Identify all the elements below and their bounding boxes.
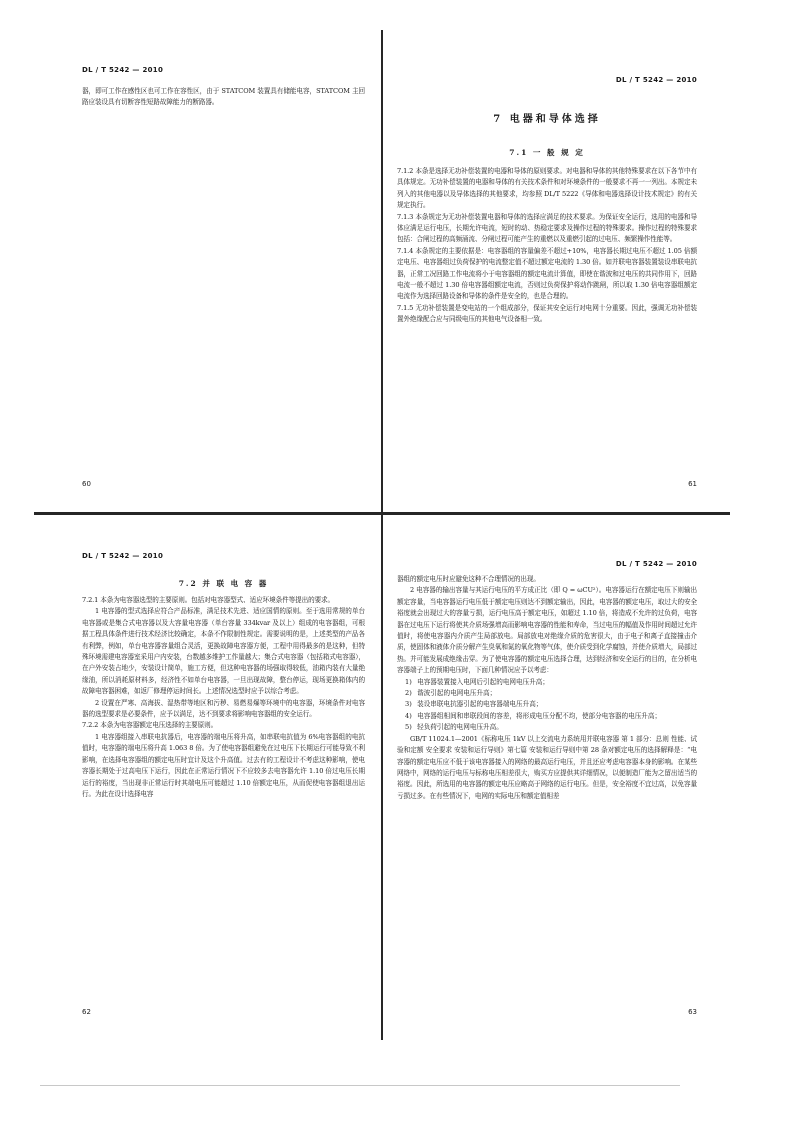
list-number: 4) xyxy=(405,711,412,720)
clause-7-1-5: 7.1.5 无功补偿装置是变电站的一个组成部分，保证其安全运行对电网十分重要。因此，强调无功补偿装置外绝缘配合应与同级电压的其他电气设备相一致。 xyxy=(397,303,697,324)
list-number: 1) xyxy=(405,677,412,686)
clause-7-1-2: 7.1.2 本条是选择无功补偿装置的电器和导体的原则要求。对电器和导体的其他特殊要求在以下各节中有具体规定。无功补偿装置的电器和导体的有关技术条件和对环境条件的一般要求不再一一列出。本规定未列入的其他电器以及导体选择的其他要求，均参照 DL/T 5222《导体和电器选择设计技术规定》的有关规定执行。 xyxy=(397,167,697,210)
list-text: 电容器装置接入电网后引起的电网电压升高； xyxy=(417,677,549,686)
list-number: 3) xyxy=(405,700,412,709)
page-header: DL / T 5242 — 2010 xyxy=(82,552,164,560)
list-number: 5) xyxy=(405,723,412,732)
list-text: 谐波引起的电网电压升高； xyxy=(417,689,497,698)
list-item xyxy=(397,722,697,733)
page-header: DL / T 5242 — 2010 xyxy=(615,560,697,568)
page-header: DL / T 5242 — 2010 xyxy=(615,76,697,84)
page-header: DL / T 5242 — 2010 xyxy=(82,66,164,74)
vertical-divider xyxy=(381,30,383,1040)
page-number: 61 xyxy=(688,480,697,488)
list-item xyxy=(397,688,697,699)
paragraph: 器，即可工作在感性区也可工作在容性区，由于 STATCOM 装置具有储能电容，STATCOM 主回路应装设具有切断容性短路故障能力的断路器。 xyxy=(82,87,365,107)
item-2: 2 设置在严寒、高海拔、湿热带等地区和污秽、易燃易爆等环境中的电容器，环境条件对电容器的选型要求是必要条件，应予以满足，达不到要求将影响电容器组的安全运行。 xyxy=(82,698,365,719)
list-text: 轻负荷引起的电网电压升高。 xyxy=(417,723,503,732)
page-number: 60 xyxy=(82,480,91,488)
list-text: 电容器组相间和串联段间的容差，将形成电压分配不均，使部分电容器的电压升高； xyxy=(417,711,662,720)
page-63 xyxy=(397,552,697,1022)
clause-7-2-2: 7.2.2 本条为电容器额定电压选择的主要原则。 xyxy=(82,721,218,730)
list-item xyxy=(397,711,697,722)
list-item xyxy=(397,677,697,688)
clause-7-1-4: 7.1.4 本条规定的主要依据是：电容器组的容量偏差不超过+10%，电容器长期过电压不超过 1.05 倍额定电压、电容器组过负荷保护的电流整定值不超过额定电流的 1.30 倍。如并联电容器装置装设串联电抗器，正常工况回路工作电流将小于电容器组的额定电流计算值，即使在谐波和过电压的共同作用下，回路电流一般不超过 1.30 倍电容器组额定电流，否则过负荷保护将动作跳闸，所以取 1.30 倍电容器组额定电流作为选择回路设备和导体的条件是安全的，也是合理的。 xyxy=(397,246,697,301)
bottom-rule xyxy=(40,1085,680,1086)
clause-7-1-3: 7.1.3 本条规定为无功补偿装置电器和导体的选择应满足的技术要求。为保证安全运行，选用的电器和导体应满足运行电压，长期允许电流，短时的动、热稳定要求及操作过程的特殊要求。操作过程的特殊要求包括：合闸过程的高频涌流、分闸过程可能产生的重燃以及重燃引起的过电压、频繁操作性能等。 xyxy=(397,212,697,244)
list-text: 装设串联电抗器引起的电容器端电压升高； xyxy=(417,700,543,709)
page-number: 62 xyxy=(82,1008,91,1016)
item-1: 1 电容器组接入串联电抗器后，电容器的端电压将升高，如串联电抗值为 6%电容器组的电抗值时，电容器的端电压将升高 1.063 8 倍。为了使电容器组避免在过电压下长期运行可能导致不利影响，在选择电容器组的额定电压时宜计及这个升高值。过去有的工程设计不考虑这种影响，使电容器长期处于过高电压下运行，因此在正常运行情况下不应较多去电容器允许 1.10 倍过电压长期运行的裕度，当出现非正常运行时其端电压可能超过 1.10 倍额定电压，从而促使电容器组退出运行。为此在设计选择电容 xyxy=(82,732,365,798)
section-title: 7.2 并 联 电 容 器 xyxy=(178,579,269,588)
page-number: 63 xyxy=(688,1008,697,1016)
page-62 xyxy=(82,552,365,1022)
chapter-title: 7 电器和导体选择 xyxy=(493,114,601,125)
page-61 xyxy=(397,66,697,506)
clause-7-2-1: 7.2.1 本条为电容器选型的主要原则。包括对电容器型式、适应环境条件等提出的要求。 xyxy=(82,596,335,604)
item-2: 2 电容器的输出容量与其运行电压的平方成正比（即 Q = ωCU²）。电容器运行在额定电压下则输出额定容量，当电容器运行电压低于额定电压则达不到额定输出，因此，电容器的额定电压，取过大的安全裕度就会出现过大的容量亏损，运行电压高于额定电压，如超过 1.10 倍，将造成不允许的过负荷，电容器在过电压下运行将使其介质场强增高而影响电容器的性能和寿命，当过电压的幅值及作用时间超过允许值时，将使电容器内介质产生局部放电。局部放电对绝缘介质的危害很大，由于电子和离子直接撞击介质，使固体和液体介质分解产生臭氧和氮的氧化物等气体，使介质受到化学腐蚀，并使介质增大，局部过热。并可能发展成绝缘击穿。为了使电容器的额定电压选择合理，达到经济和安全运行的目的，在分析电容器端子上的预期电压时，下面几种情况应予以考虑： xyxy=(397,586,697,675)
item-1: 1 电容器的型式选择应符合产品标准，满足技术先进、适应国情的原则。至于选用常规的单台电容器或是集合式电容器以及大容量电容器（单台容量 334kvar 及以上）组成的电容器组，可根据工程具体条件进行技术经济比较确定，本条不作限制性规定。需要说明的是，上述类型的产品各有利弊，例如，单台电容器容量组合灵活，更换故障电容器方便，工程中用得最多的是这种，但特殊环境需建电容器室采用户内安装，台数越多维护工作量越大；集合式电容器（包括箱式电容器），在户外安装占地少，安装设计简单，施工方便，但这种电容器的场强取得较低，油箱内装有大量绝缘油，所以消耗原材料多，经济性不如单台电容器，一旦出现故障，整台停运，现场更换箱体内的故障电容器困难，如返厂修理停运时间长。上述情况选型时应予以综合考虑。 xyxy=(82,607,365,696)
consideration-list xyxy=(397,677,697,734)
gb-standard-paragraph: GB/T 11024.1—2001《标称电压 1kV 以上交流电力系统用并联电容器 第 1 部分：总则 性能、试验和定额 安全要求 安装和运行导则》第七篇 安装和运行导则中第 28 条对额定电压的选择解释是：“电容器的额定电压应不低于该电容器接入的网络的最高运行电压，并且还应考虑电容器本身的影响。在某些网络中，网络的运行电压与标称电压相差很大，购买方应提供其详细情况，以便制造厂能为之留出适当的裕度。因此，所选用的电容器的额定电压应略高于网络的运行电压。但是，安全裕度不宜过高，以免容量亏损过多。在有些情况下，电网的实际电压和额定值相差 xyxy=(397,734,697,800)
section-title: 7.1 一 般 规 定 xyxy=(509,148,585,157)
horizontal-divider xyxy=(34,512,730,515)
page-60 xyxy=(82,66,365,506)
paragraph: 器组的额定电压时应避免这种不合理情况的出现。 xyxy=(397,575,540,583)
list-number: 2) xyxy=(405,689,412,698)
list-item xyxy=(397,699,697,710)
